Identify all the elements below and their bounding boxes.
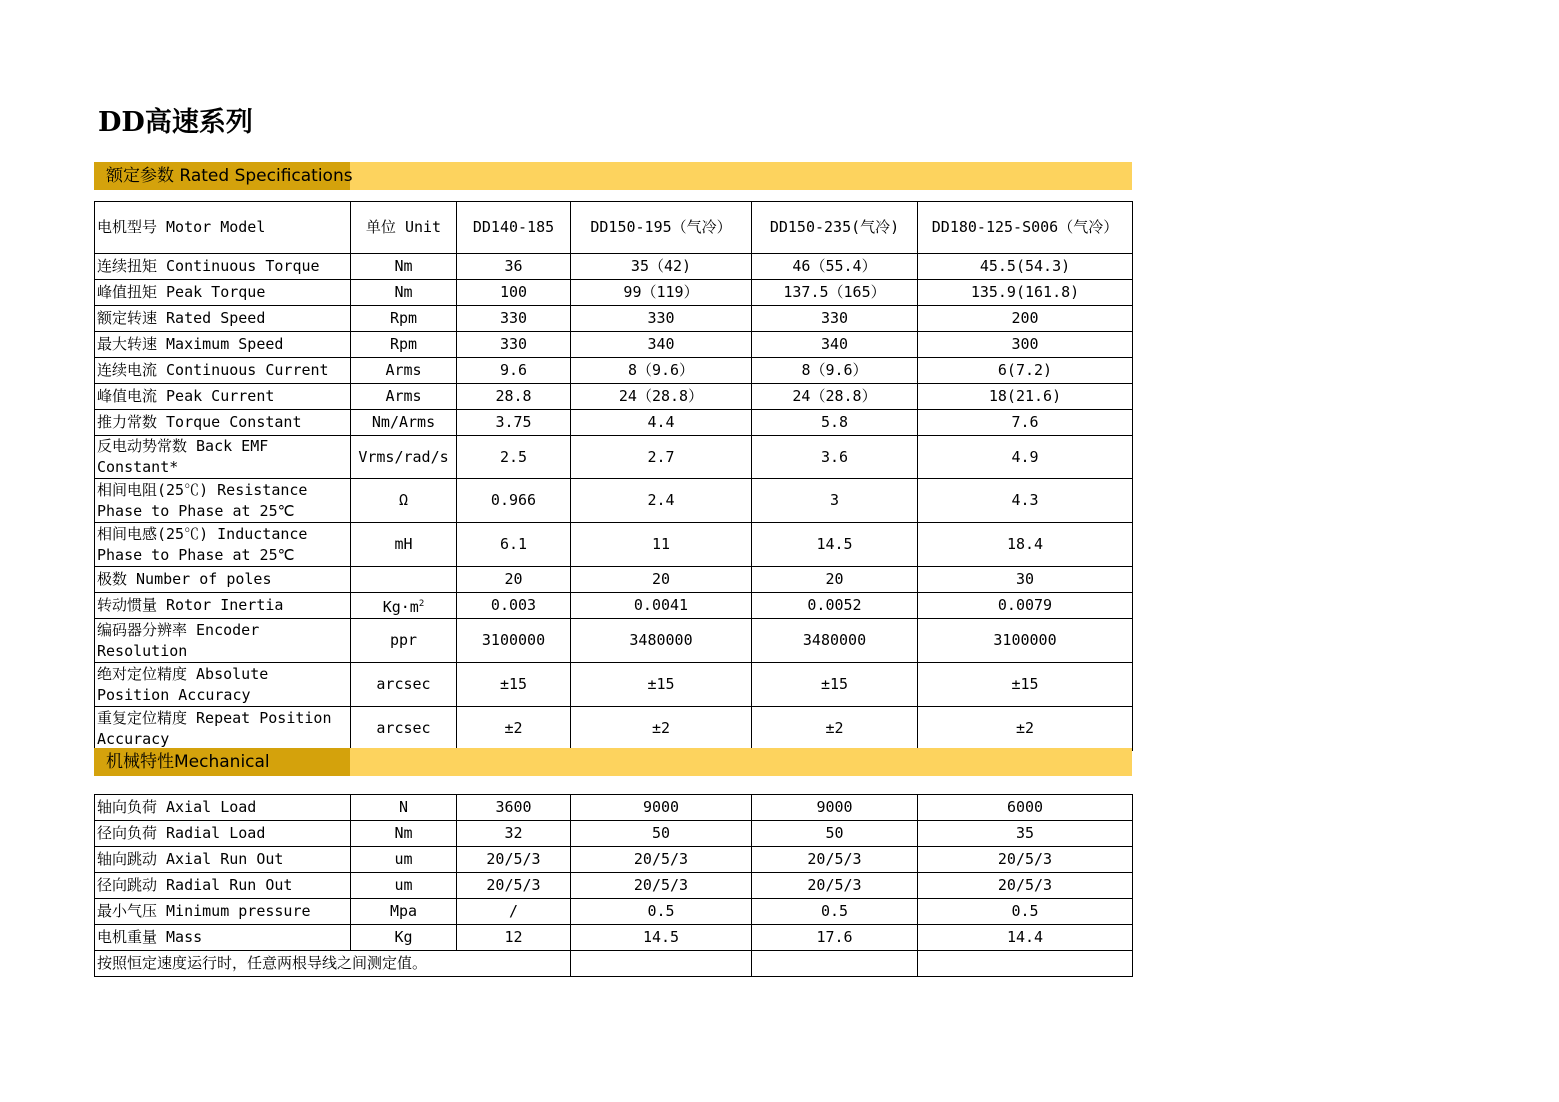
table-row — [95, 479, 1133, 523]
row-value: 3480000 — [752, 619, 918, 663]
table-row — [95, 358, 1133, 384]
row-label: 反电动势常数 Back EMF Constant* — [95, 436, 351, 479]
row-value: 3.75 — [457, 410, 571, 436]
section-title-mechanical: 机械特性Mechanical — [94, 748, 350, 776]
table-row — [95, 925, 1133, 951]
row-value: 20/5/3 — [457, 873, 571, 899]
row-unit: mH — [351, 523, 457, 567]
row-value: 200 — [918, 306, 1133, 332]
row-value: 6.1 — [457, 523, 571, 567]
row-value: 20/5/3 — [918, 847, 1133, 873]
row-value: 0.0041 — [571, 593, 752, 619]
row-label: 径向负荷 Radial Load — [95, 821, 351, 847]
row-label: 轴向负荷 Axial Load — [95, 795, 351, 821]
row-value: 2.7 — [571, 436, 752, 479]
row-value: 4.4 — [571, 410, 752, 436]
row-value: 50 — [752, 821, 918, 847]
row-label: 峰值电流 Peak Current — [95, 384, 351, 410]
row-value: 3100000 — [457, 619, 571, 663]
row-value: 6(7.2) — [918, 358, 1133, 384]
row-value: 20/5/3 — [752, 847, 918, 873]
row-value: 36 — [457, 254, 571, 280]
row-value: ±15 — [752, 663, 918, 707]
row-value: 18.4 — [918, 523, 1133, 567]
footnote-row — [95, 951, 1133, 977]
row-unit: Mpa — [351, 899, 457, 925]
row-value: 20/5/3 — [571, 873, 752, 899]
row-unit: Nm/Arms — [351, 410, 457, 436]
row-value: 28.8 — [457, 384, 571, 410]
table-row — [95, 523, 1133, 567]
row-value: 0.0052 — [752, 593, 918, 619]
row-value: 14.5 — [752, 523, 918, 567]
row-unit: Rpm — [351, 332, 457, 358]
row-label: 相间电感(25℃) Inductance Phase to Phase at 25℃ — [95, 523, 351, 567]
row-value: 9000 — [752, 795, 918, 821]
row-value: 20 — [752, 567, 918, 593]
row-value: 8（9.6） — [571, 358, 752, 384]
row-label: 重复定位精度 Repeat Position Accuracy — [95, 707, 351, 751]
table-row — [95, 873, 1133, 899]
row-label: 电机重量 Mass — [95, 925, 351, 951]
table-row — [95, 280, 1133, 306]
row-unit: Kg — [351, 925, 457, 951]
row-value: 340 — [752, 332, 918, 358]
row-value: 330 — [752, 306, 918, 332]
table-row — [95, 663, 1133, 707]
row-unit: Arms — [351, 384, 457, 410]
empty-cell — [918, 951, 1133, 977]
table-row — [95, 410, 1133, 436]
row-value: 5.8 — [752, 410, 918, 436]
row-value: 330 — [457, 332, 571, 358]
table-row — [95, 332, 1133, 358]
row-value: ±2 — [457, 707, 571, 751]
mechanical-table — [94, 794, 1133, 977]
row-value: 24（28.8） — [752, 384, 918, 410]
row-label: 极数 Number of poles — [95, 567, 351, 593]
row-label: 连续电流 Continuous Current — [95, 358, 351, 384]
row-value: 0.5 — [571, 899, 752, 925]
row-unit: arcsec — [351, 707, 457, 751]
row-value: 0.966 — [457, 479, 571, 523]
page-title: DD高速系列 — [98, 107, 253, 138]
row-unit-sup: 2 — [418, 598, 425, 609]
row-label: 径向跳动 Radial Run Out — [95, 873, 351, 899]
row-label: 连续扭矩 Continuous Torque — [95, 254, 351, 280]
row-value: 50 — [571, 821, 752, 847]
row-value: ±2 — [752, 707, 918, 751]
row-value: 4.9 — [918, 436, 1133, 479]
row-value: 20/5/3 — [918, 873, 1133, 899]
row-value: 45.5(54.3) — [918, 254, 1133, 280]
section-band-mechanical — [94, 748, 1132, 776]
row-unit: Rpm — [351, 306, 457, 332]
table-row — [95, 821, 1133, 847]
row-value: 3100000 — [918, 619, 1133, 663]
row-unit: um — [351, 847, 457, 873]
row-value: 340 — [571, 332, 752, 358]
row-value: 14.4 — [918, 925, 1133, 951]
header-row — [95, 202, 1133, 254]
row-label: 额定转速 Rated Speed — [95, 306, 351, 332]
row-value: 24（28.8） — [571, 384, 752, 410]
row-value: 7.6 — [918, 410, 1133, 436]
row-label: 最小气压 Minimum pressure — [95, 899, 351, 925]
row-value: ±15 — [918, 663, 1133, 707]
row-value: 20/5/3 — [571, 847, 752, 873]
row-value: 99（119） — [571, 280, 752, 306]
row-value: 11 — [571, 523, 752, 567]
table-row — [95, 795, 1133, 821]
row-value: 9000 — [571, 795, 752, 821]
row-label: 最大转速 Maximum Speed — [95, 332, 351, 358]
table-row — [95, 254, 1133, 280]
table-row — [95, 619, 1133, 663]
row-value: 100 — [457, 280, 571, 306]
row-value: 35 — [918, 821, 1133, 847]
row-unit: ppr — [351, 619, 457, 663]
row-value: 2.5 — [457, 436, 571, 479]
row-value: 3480000 — [571, 619, 752, 663]
row-label: 轴向跳动 Axial Run Out — [95, 847, 351, 873]
row-unit: N — [351, 795, 457, 821]
row-value: 20 — [571, 567, 752, 593]
table-row — [95, 899, 1133, 925]
row-value: ±2 — [918, 707, 1133, 751]
row-unit — [351, 593, 457, 619]
table-row — [95, 306, 1133, 332]
row-value: 20 — [457, 567, 571, 593]
table-row — [95, 567, 1133, 593]
row-value: 330 — [571, 306, 752, 332]
row-value: 135.9(161.8) — [918, 280, 1133, 306]
table-row — [95, 384, 1133, 410]
table-row — [95, 847, 1133, 873]
row-label: 编码器分辨率 Encoder Resolution — [95, 619, 351, 663]
row-value: ±15 — [571, 663, 752, 707]
row-value: 32 — [457, 821, 571, 847]
section-title-rated: 额定参数 Rated Specifications — [94, 162, 350, 190]
header-model: DD150-195（气冷） — [571, 202, 752, 254]
row-unit: um — [351, 873, 457, 899]
header-label: 电机型号 Motor Model — [95, 202, 351, 254]
row-label: 转动惯量 Rotor Inertia — [95, 593, 351, 619]
row-unit — [351, 567, 457, 593]
row-value: 300 — [918, 332, 1133, 358]
row-value: 2.4 — [571, 479, 752, 523]
row-value: 8（9.6） — [752, 358, 918, 384]
row-unit: Vrms/rad/s — [351, 436, 457, 479]
header-model: DD140-185 — [457, 202, 571, 254]
row-value: 20/5/3 — [457, 847, 571, 873]
row-unit: Nm — [351, 254, 457, 280]
row-unit: Nm — [351, 280, 457, 306]
table-row — [95, 436, 1133, 479]
row-value: 14.5 — [571, 925, 752, 951]
header-model: DD150-235(气冷) — [752, 202, 918, 254]
row-unit: Ω — [351, 479, 457, 523]
empty-cell — [752, 951, 918, 977]
row-label: 推力常数 Torque Constant — [95, 410, 351, 436]
row-value: ±15 — [457, 663, 571, 707]
row-value: 330 — [457, 306, 571, 332]
row-label: 峰值扭矩 Peak Torque — [95, 280, 351, 306]
row-label: 绝对定位精度 Absolute Position Accuracy — [95, 663, 351, 707]
row-value: 46（55.4） — [752, 254, 918, 280]
row-value: 9.6 — [457, 358, 571, 384]
header-unit: 单位 Unit — [351, 202, 457, 254]
row-value: 35（42) — [571, 254, 752, 280]
row-value: 20/5/3 — [752, 873, 918, 899]
row-value: 30 — [918, 567, 1133, 593]
row-value: 3 — [752, 479, 918, 523]
row-value: 12 — [457, 925, 571, 951]
row-value: 0.0079 — [918, 593, 1133, 619]
table-row — [95, 593, 1133, 619]
header-model: DD180-125-S006（气冷） — [918, 202, 1133, 254]
row-value: ±2 — [571, 707, 752, 751]
footnote: 按照恒定速度运行时，任意两根导线之间测定值。 — [95, 951, 571, 977]
table-row — [95, 707, 1133, 751]
row-value: 4.3 — [918, 479, 1133, 523]
row-value: 0.5 — [918, 899, 1133, 925]
row-unit: arcsec — [351, 663, 457, 707]
row-unit-text: Kg·m — [382, 597, 419, 616]
row-label: 相间电阻(25℃) Resistance Phase to Phase at 25℃ — [95, 479, 351, 523]
row-value: 18(21.6) — [918, 384, 1133, 410]
row-value: 0.5 — [752, 899, 918, 925]
row-value: / — [457, 899, 571, 925]
row-value: 137.5（165） — [752, 280, 918, 306]
row-unit: Nm — [351, 821, 457, 847]
rated-spec-table — [94, 201, 1133, 751]
empty-cell — [571, 951, 752, 977]
row-unit: Arms — [351, 358, 457, 384]
row-value: 17.6 — [752, 925, 918, 951]
section-band-rated — [94, 162, 1132, 190]
row-value: 0.003 — [457, 593, 571, 619]
row-value: 3.6 — [752, 436, 918, 479]
row-value: 6000 — [918, 795, 1133, 821]
row-value: 3600 — [457, 795, 571, 821]
